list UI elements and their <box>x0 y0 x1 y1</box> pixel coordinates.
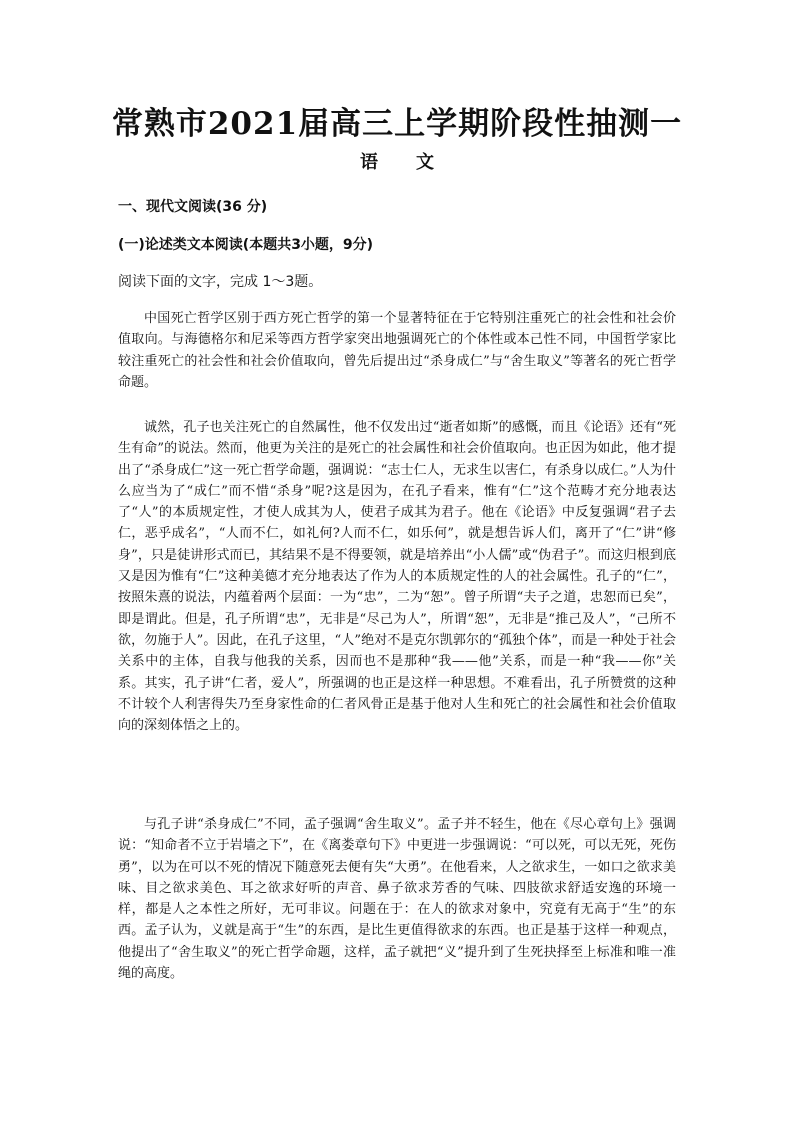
reading-instruction: 阅读下面的文字，完成 1～3题。 <box>118 274 323 290</box>
passage-paragraph: 诚然，孔子也关注死亡的自然属性，他不仅发出过“逝者如斯”的感慨，而且《论语》还有“死生有命”的说法。然而，他更为关注的是死亡的社会属性和社会价值取向。也正因为如此，他才提出了“杀身成仁”这一死亡哲学命题，强调说：“志士仁人，无求生以害仁，有杀身以成仁。”人为什么应当为了“成仁”而不惜“杀身”呢?这是因为，在孔子看来，惟有“仁”这个范畴才充分地表达了“人”的本质规定性，才使人成其为人，使君子成其为君子。他在《论语》中反复强调“君子去仁，恶乎成名”，“人而不仁，如礼何?人而不仁，如乐何”，就是想告诉人们，离开了“仁”讲“修身”，只是徒讲形式而已，其结果不是不得要领，就是培养出“小人儒”或“伪君子”。而这归根到底又是因为惟有“仁”这种美德才充分地表达了作为人的本质规定性的人的社会属性。孔子的“仁”，按照朱熹的说法，内蕴着两个层面：一为“忠”，二为“恕”。曾子所谓“夫子之道，忠恕而已矣”，即是谓此。但是，孔子所谓“忠”，无非是“尽己为人”，所谓“恕”，无非是“推己及人”，“己所不欲，勿施于人”。因此，在孔子这里，“人”绝对不是克尔凯郭尔的“孤独个体”，而是一种处于社会关系中的主体，自我与他我的关系，因而也不是那种“我——他”关系，而是一种“我——你”关系。其实，孔子讲“仁者，爱人”，所强调的也正是这样一种思想。不难看出，孔子所赞赏的这种不计较个人利害得失乃至身家性命的仁者风骨正是基于他对人生和死亡的社会属性和社会价值取向的深刻体悟之上的。 <box>118 420 676 734</box>
subsection-heading: (一)论述类文本阅读(本题共3小题，9分) <box>118 237 374 253</box>
subject-heading: 语文 <box>360 152 472 173</box>
passage-paragraph: 中国死亡哲学区别于西方死亡哲学的第一个显著特征在于它特别注重死亡的社会性和社会价值取向。与海德格尔和尼采等西方哲学家突出地强调死亡的个体性或本己性不同，中国哲学家比较注重死亡的社会性和社会价值取向，曾先后提出过“杀身成仁”与“舍生取义”等著名的死亡哲学命题。 <box>118 311 676 390</box>
passage-paragraph: 与孔子讲“杀身成仁”不同，孟子强调“舍生取义”。孟子并不轻生，他在《尽心章句上》强调说：“知命者不立于岩墙之下”，在《离娄章句下》中更进一步强调说：“可以死，可以无死，死伤勇”，以为在可以不死的情况下随意死去便有失“大勇”。在他看来，人之欲求生，一如口之欲求美味、目之欲求美色、耳之欲求好听的声音、鼻子欲求芳香的气味、四肢欲求舒适安逸的环境一样，都是人之本性之所好，无可非议。问题在于：在人的欲求对象中，究竟有无高于“生”的东西。孟子认为，义就是高于“生”的东西，是比生更值得欲求的东西。也正是基于这样一种观点，他提出了“舍生取义”的死亡哲学命题，这样，孟子就把“义”提升到了生死抉择至上标准和唯一准绳的高度。 <box>118 817 676 982</box>
document-title: 常熟市2021届高三上学期阶段性抽测一 <box>111 106 683 142</box>
section-heading: 一、现代文阅读(36 分) <box>118 199 268 215</box>
